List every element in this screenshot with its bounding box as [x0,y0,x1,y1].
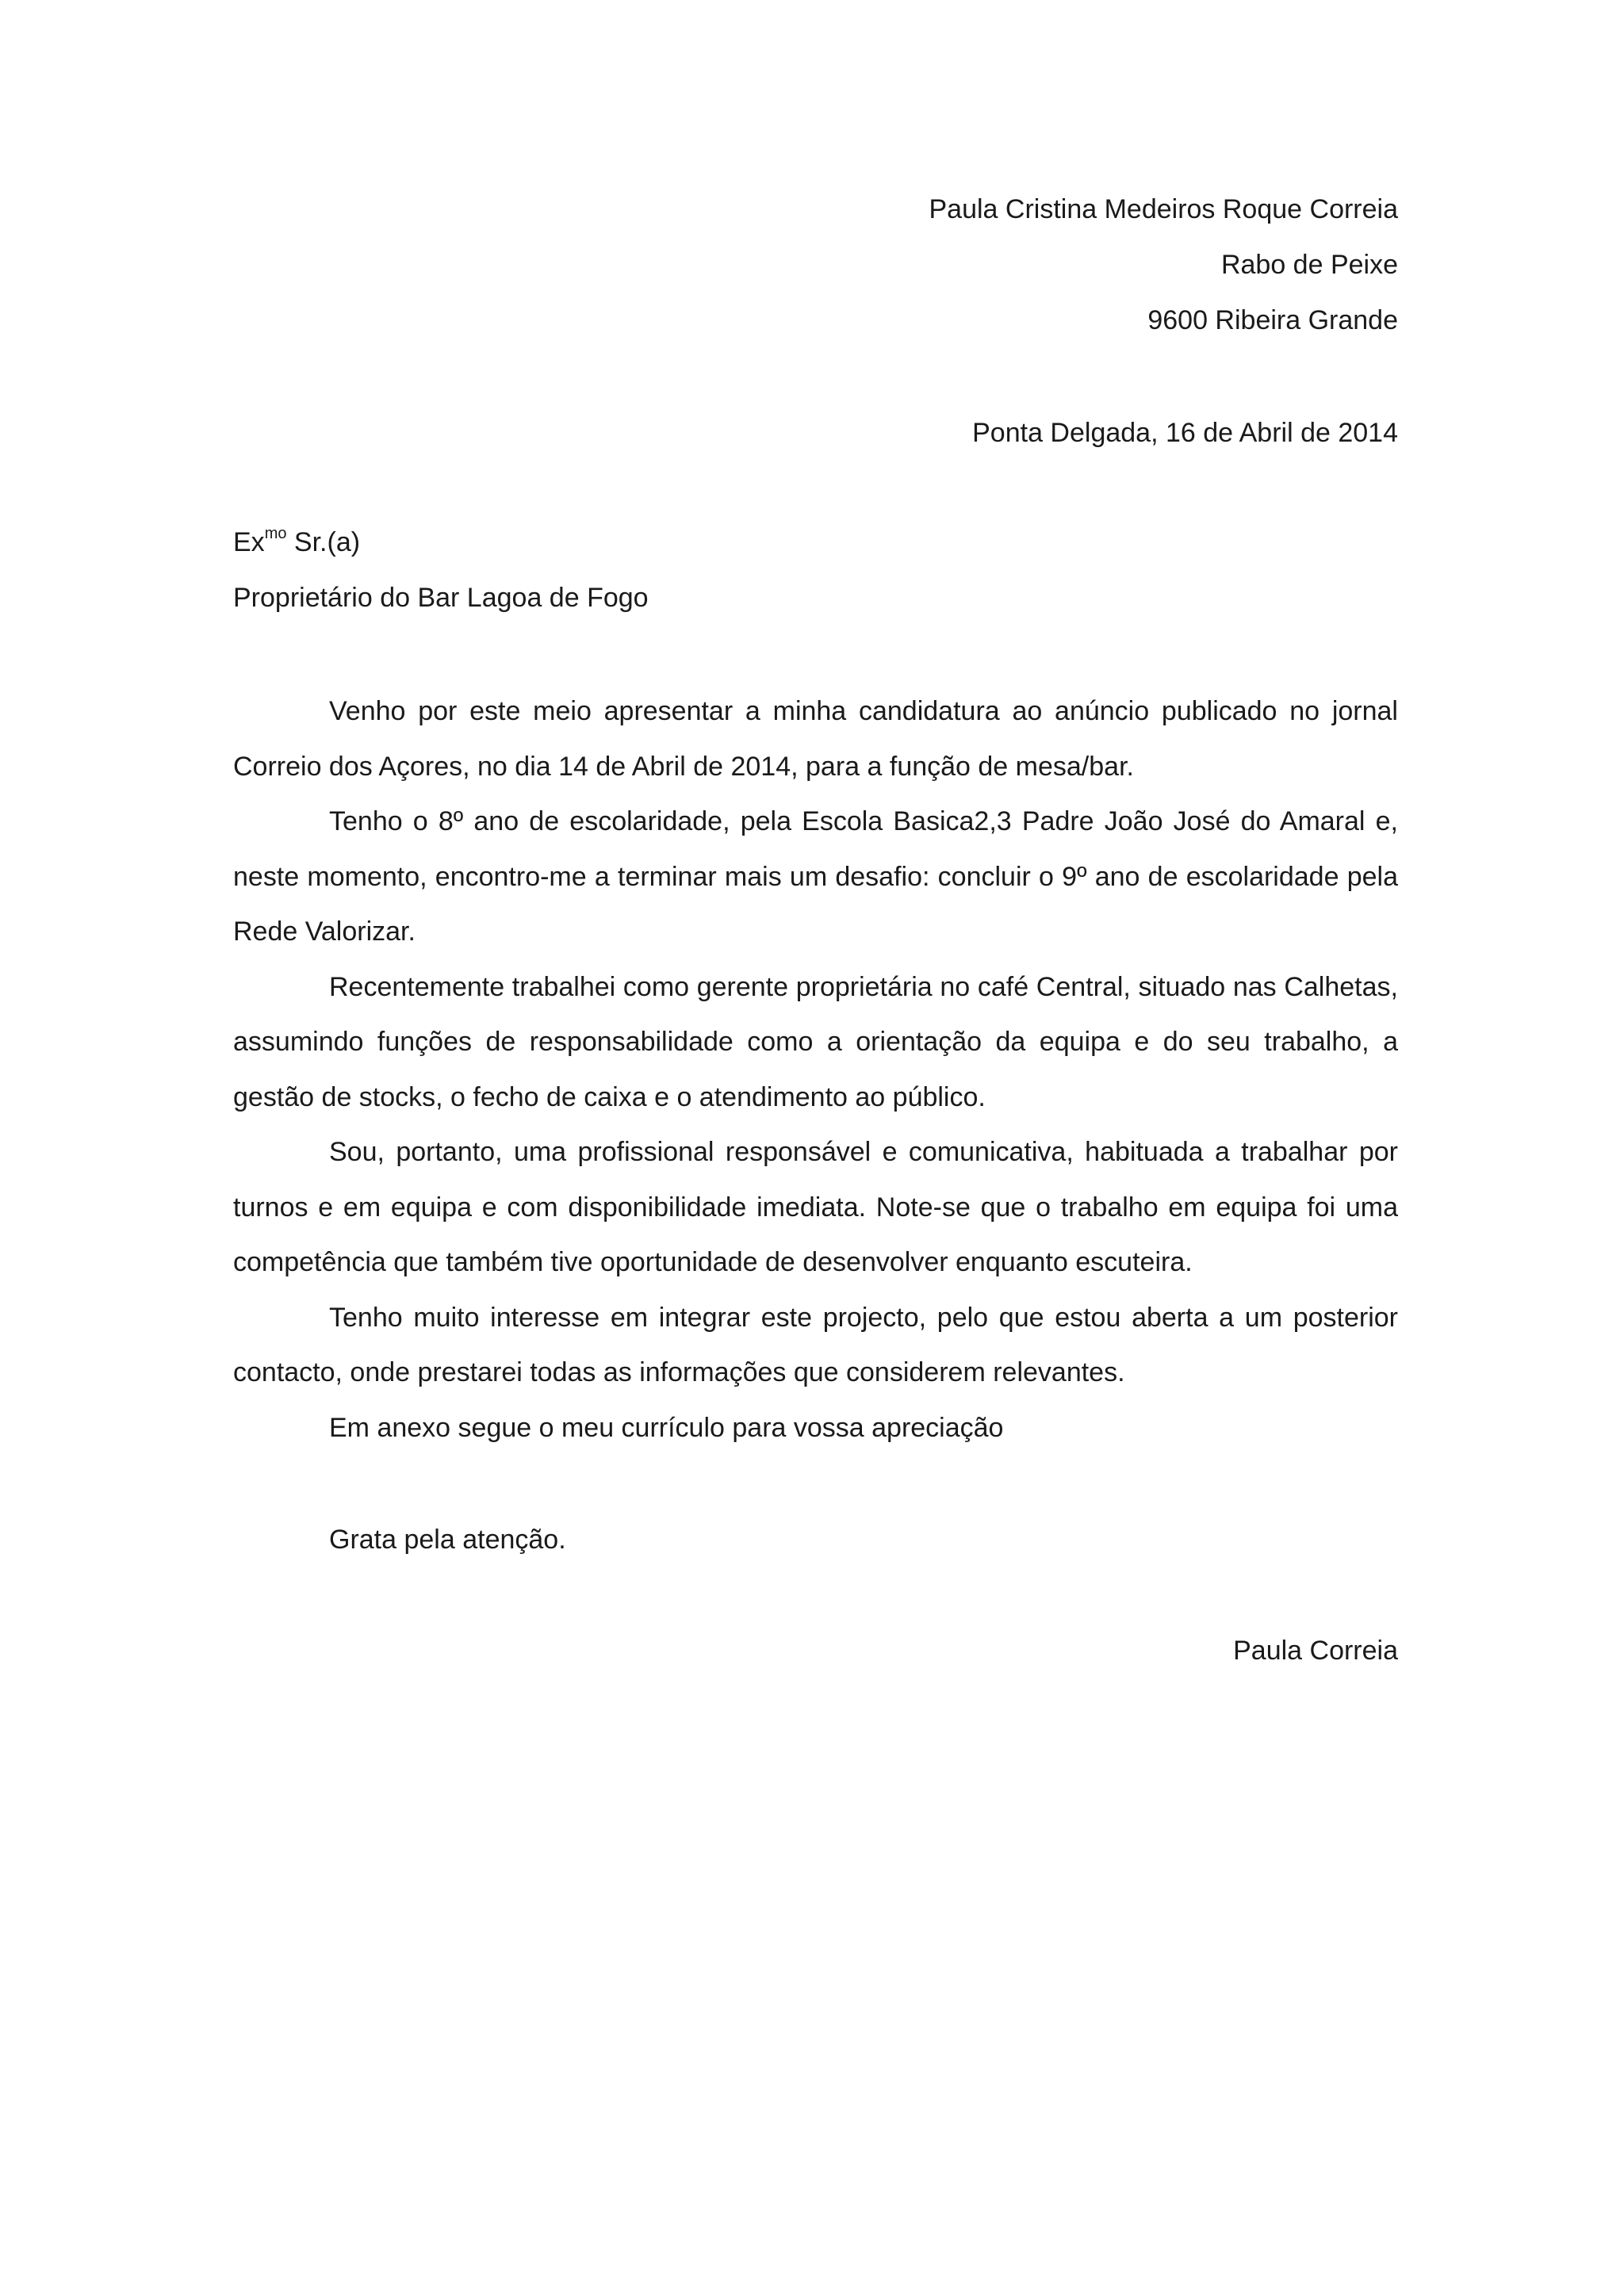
sender-locality: Rabo de Peixe [1220,250,1398,280]
body-paragraph: Tenho muito interesse em integrar este projecto, pelo que estou aberta a um posterior contacto, onde prestarei todas as informações que considerem relevantes. [233,1302,1398,1387]
body-paragraph: Sou, portanto, uma profissional responsável e comunicativa, habituada a trabalhar por turnos e em equipa e com disponibilidade imediata. Note-se que o trabalho em equipa foi uma competência que também tive oportunidade de desenvolver enquanto escuteira. [233,1137,1398,1277]
body-paragraph: Tenho o 8º ano de escolaridade, pela Escola Basica2,3 Padre João José do Amaral e, neste momento, encontro-me a terminar mais um desafio: concluir o 9º ano de escolaridade pela Rede Valorizar. [233,806,1398,947]
body-paragraph: Em anexo segue o meu currículo para vossa apreciação [329,1412,1004,1443]
closing-line: Grata pela atenção. [329,1525,566,1555]
recipient-salutation [233,526,360,558]
recipient-title: Proprietário do Bar Lagoa de Fogo [233,583,649,613]
body-paragraph: Recentemente trabalhei como gerente proprietária no café Central, situado nas Calhetas, assumindo funções de responsabilidade como a orientação da equipa e do seu trabalho, a gestão de stocks, o fecho de caixa e o atendimento ao público. [233,971,1398,1112]
signature: Paula Correia [1233,1636,1398,1666]
salutation-suffix: Sr.(a) [286,527,361,557]
letter-date: Ponta Delgada, 16 de Abril de 2014 [972,418,1398,448]
salutation-prefix: Ex [233,527,265,557]
letter-body [233,684,1398,1456]
salutation-superscript: mo [264,524,287,542]
body-paragraph: Venho por este meio apresentar a minha candidatura ao anúncio publicado no jornal Correio dos Açores, no dia 14 de Abril de 2014, para a função de mesa/bar. [233,696,1398,782]
sender-name: Paula Cristina Medeiros Roque Correia [929,194,1398,224]
sender-postal-address: 9600 Ribeira Grande [1147,305,1398,335]
